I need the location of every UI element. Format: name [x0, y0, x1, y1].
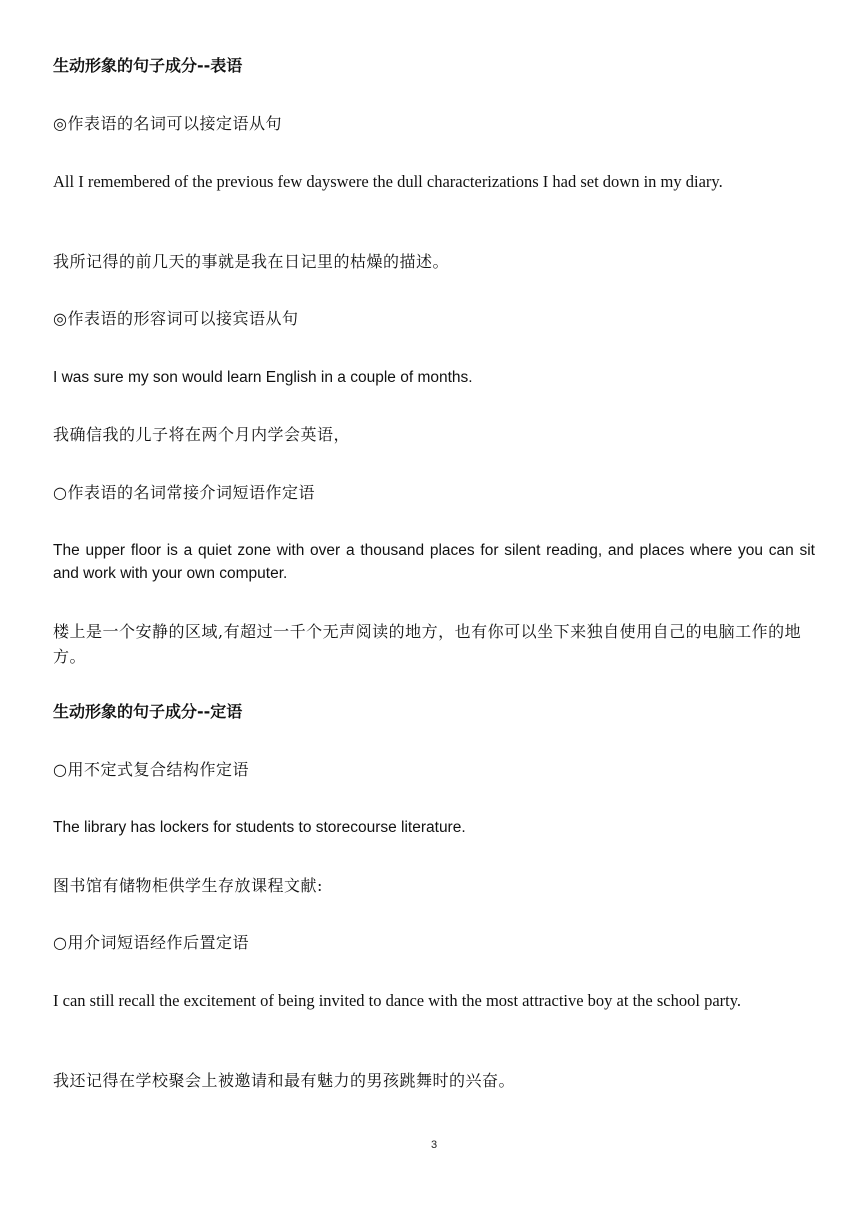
translation-english: 我确信我的儿子将在两个月内学会英语， [53, 425, 351, 444]
section-heading-attributive: 生动形象的句子成分--定语 [53, 702, 243, 721]
translation-school-party: 我还记得在学校聚会上被邀请和最有魅力的男孩跳舞时的兴奋。 [53, 1071, 516, 1090]
translation-diary: 我所记得的前几天的事就是我在日记里的枯燥的描述。 [53, 252, 450, 271]
rule-infinitive-complex: ○用不定式复合结构作定语 [53, 760, 249, 779]
rule-noun-attributive-clause: ◎作表语的名词可以接定语从句 [53, 114, 282, 133]
rule-noun-prepositional-phrase: ○作表语的名词常接介词短语作定语 [53, 483, 315, 502]
example-sentence-english: I was sure my son would learn English in a couple of months. [53, 369, 473, 386]
example-sentence-diary: All I remembered of the previous few dayswere the dull characterizations I had set down in my diary. [53, 172, 723, 191]
page-number: 3 [430, 1139, 438, 1151]
example-sentence-school-party: I can still recall the excitement of being invited to dance with the most attractive boy at the school party. [53, 991, 742, 1010]
section-heading-predicative: 生动形象的句子成分--表语 [53, 56, 243, 75]
rule-prepositional-postmodifier: ○用介词短语经作后置定语 [53, 933, 249, 952]
example-sentence-library: The library has lockers for students to storecourse literature. [53, 819, 466, 836]
translation-upper-floor: 楼上是一个安静的区域,有超过一千个无声阅读的地方，也有你可以坐下来独自使用自己的电脑工作的地方。 [53, 622, 802, 666]
example-sentence-upper-floor: The upper floor is a quiet zone with over a thousand places for silent reading, and places where you can sit and work with your own computer. [53, 542, 815, 582]
rule-adjective-object-clause: ◎作表语的形容词可以接宾语从句 [53, 309, 299, 328]
translation-library: 图书馆有储物柜供学生存放课程文献: [53, 876, 323, 895]
